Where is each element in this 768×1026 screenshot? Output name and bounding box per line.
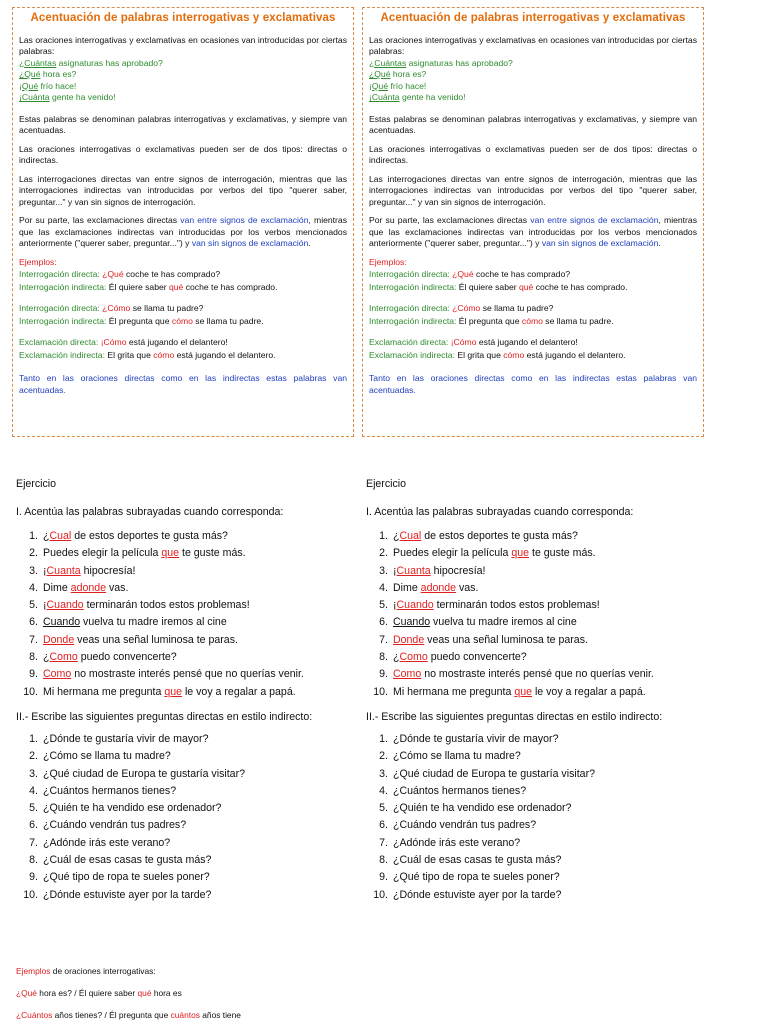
ejemplos-label: Ejemplos: (19, 256, 57, 267)
example-pair: Exclamación directa: ¡Cómo está jugando el delantero! Exclamación indirecta: El grita que cómo está jugando el delantero. (19, 337, 276, 360)
question-item (16, 731, 356, 748)
question-item (366, 869, 706, 886)
question-item (366, 852, 706, 869)
footer-label-row: Ejemplos de oraciones interrogativas: (16, 966, 156, 976)
item-text: ¿Adónde irás este verano? (393, 836, 521, 849)
underlined-word: Donde (43, 633, 75, 646)
underlined-word: Cuando (396, 599, 434, 612)
item-text: Mi hermana me pregunta que le voy a regalar a papá. (43, 685, 296, 698)
item-number: 1. (379, 732, 388, 745)
exercise-item (16, 563, 356, 580)
item-number: 5. (379, 599, 388, 612)
item-text: Donde veas una señal luminosa te paras. (393, 633, 588, 646)
intro-example: ¡Qué frío hace! (369, 80, 427, 91)
item-text: Cuando vuelva tu madre iremos al cine (43, 616, 227, 629)
item-number: 2. (29, 750, 38, 763)
example-pair: Interrogación directa: ¿Qué coche te has comprado? Interrogación indirecta: Él quiere saber qué coche te has comprado. (19, 269, 278, 292)
underlined-word: Cual (399, 530, 422, 542)
item-text: ¿Qué ciudad de Europa te gustaría visitar? (43, 767, 245, 780)
item-text: ¿Cuándo vendrán tus padres? (393, 819, 537, 832)
section1-title: I. Acentúa las palabras subrayadas cuando corresponda: (366, 506, 634, 518)
exercise-item (366, 666, 706, 683)
question-item (16, 835, 356, 852)
item-text: ¿Como puedo convencerte? (393, 651, 527, 664)
item-text: ¡Cuanta hipocresía! (393, 564, 486, 577)
item-text: Como no mostraste interés pensé que no querías venir. (393, 668, 654, 681)
item-number: 7. (29, 633, 38, 646)
footer-example-1: ¿Qué hora es? / Él quiere saber qué hora es (16, 988, 182, 998)
item-number: 10. (373, 685, 388, 698)
example-pair: Interrogación directa: ¿Cómo se llama tu padre? Interrogación indirecta: Él pregunta que cómo se llama tu padre. (19, 303, 264, 326)
underlined-word: Cuanta (46, 564, 81, 577)
item-number: 6. (379, 616, 388, 629)
item-text: ¿Cuál de esas casas te gusta más? (43, 854, 212, 867)
intro-example: ¿Qué hora es? (19, 69, 77, 79)
item-number: 3. (379, 767, 388, 780)
item-text: ¿Cual de estos deportes te gusta más? (393, 530, 578, 542)
item-number: 8. (379, 651, 388, 664)
underlined-word: adonde (70, 581, 107, 594)
item-text: Como no mostraste interés pensé que no querías venir. (43, 668, 304, 681)
item-text: ¡Cuando terminarán todos estos problemas! (43, 599, 250, 612)
item-number: 8. (29, 651, 38, 664)
paragraph-interrogaciones: Las interrogaciones directas van entre signos de interrogación, mientras que las interrogaciones indirectas van introducidas por verbos del tipo "querer saber, preguntar..." y van sin signos de interrogación. (19, 173, 347, 207)
item-number: 1. (29, 530, 38, 542)
item-text: ¿Qué ciudad de Europa te gustaría visitar? (393, 767, 595, 780)
item-number: 1. (379, 530, 388, 542)
intro-example: ¡Cuánta gente ha venido! (19, 92, 116, 102)
exercise-section (16, 478, 356, 904)
example-pair: Interrogación directa: ¿Qué coche te has comprado? Interrogación indirecta: Él quiere saber qué coche te has comprado. (369, 269, 628, 292)
item-text: ¿Cuántos hermanos tienes? (43, 784, 177, 797)
closing-paragraph: Tanto en las oraciones directas como en las indirectas estas palabras van acentuadas. (369, 373, 697, 395)
question-item (366, 783, 706, 800)
paragraph-denominan: Estas palabras se denominan palabras interrogativas y exclamativas, y siempre van acentuadas. (19, 113, 347, 135)
underlined-word: Como (49, 651, 78, 664)
exercise-heading: Ejercicio (366, 478, 407, 490)
item-text: ¿Cuándo vendrán tus padres? (43, 819, 187, 832)
item-number: 2. (379, 547, 388, 560)
exercise-section (366, 478, 706, 904)
exercise-item (16, 632, 356, 649)
question-item (16, 800, 356, 817)
paragraph-tipos: Las oraciones interrogativas o exclamativas pueden ser de dos tipos: directas o indirectas. (369, 143, 697, 165)
item-text: Dime adonde vas. (43, 581, 129, 594)
underlined-word: Donde (393, 633, 425, 646)
item-number: 5. (29, 802, 38, 815)
item-number: 8. (379, 854, 388, 867)
item-text: ¿Quién te ha vendido ese ordenador? (393, 802, 572, 815)
box-title: Acentuación de palabras interrogativas y exclamativas (380, 12, 686, 24)
underlined-word: Cuando (393, 616, 431, 629)
exercise-item (16, 545, 356, 562)
item-number: 7. (29, 836, 38, 849)
underlined-word: adonde (420, 581, 457, 594)
paragraph-exclamaciones: Por su parte, las exclamaciones directas van entre signos de exclamación, mientras que las exclamaciones indirectas van introducidas por los verbos mencionados anteriormente ("querer saber, preguntar...") y van sin signos de exclamación. (19, 215, 347, 248)
intro-example: ¡Qué frío hace! (19, 80, 77, 91)
item-number: 4. (29, 784, 38, 797)
underlined-word: Como (393, 668, 422, 681)
exercise-item (366, 545, 706, 562)
exercise-item (16, 614, 356, 631)
item-text: ¿Cómo se llama tu madre? (43, 750, 171, 763)
item-number: 10. (23, 888, 38, 901)
underlined-word: que (511, 547, 530, 560)
item-text: ¿Cuántos hermanos tienes? (393, 784, 527, 797)
section1-list (16, 528, 356, 701)
item-number: 10. (23, 685, 38, 698)
item-text: ¿Quién te ha vendido ese ordenador? (43, 802, 222, 815)
exercise-item (366, 649, 706, 666)
exercise-item (366, 614, 706, 631)
item-text: ¿Cuál de esas casas te gusta más? (393, 854, 562, 867)
item-number: 3. (379, 564, 388, 577)
underlined-word: que (164, 685, 182, 698)
item-number: 9. (29, 871, 38, 884)
exercise-item (366, 580, 706, 597)
question-item (16, 869, 356, 886)
exercise-item (16, 649, 356, 666)
intro-example: ¿Cuántas asignaturas has aprobado? (19, 57, 163, 68)
item-number: 6. (379, 819, 388, 832)
underlined-word: Cuando (46, 599, 84, 612)
item-number: 4. (379, 784, 388, 797)
exercise-item (16, 666, 356, 683)
theory-box (362, 7, 704, 437)
item-text: Puedes elegir la película que te guste más. (43, 547, 246, 560)
item-text: Mi hermana me pregunta que le voy a regalar a papá. (393, 685, 646, 698)
item-text: Puedes elegir la película que te guste más. (393, 547, 596, 560)
underlined-word: Cuanta (396, 564, 431, 577)
question-item (366, 731, 706, 748)
question-item (366, 887, 706, 904)
intro-text: Las oraciones interrogativas y exclamativas en ocasiones van introducidas por ciertas palabras: (369, 34, 697, 56)
theory-box (12, 7, 354, 437)
question-item (16, 887, 356, 904)
underlined-word: Cuando (43, 616, 81, 629)
section1-list (366, 528, 706, 701)
question-item (16, 817, 356, 834)
underlined-word: que (514, 685, 532, 698)
question-item (16, 783, 356, 800)
item-number: 4. (29, 581, 38, 594)
question-item (16, 766, 356, 783)
item-number: 10. (373, 888, 388, 901)
item-text: ¡Cuando terminarán todos estos problemas! (393, 599, 600, 612)
exercise-item (366, 563, 706, 580)
question-item (16, 748, 356, 765)
item-text: ¡Cuanta hipocresía! (43, 564, 136, 577)
item-number: 6. (29, 616, 38, 629)
item-number: 9. (379, 668, 388, 681)
item-text: ¿Qué tipo de ropa te sueles poner? (43, 871, 210, 884)
ejemplos-label: Ejemplos: (369, 256, 407, 267)
exercise-item (16, 580, 356, 597)
paragraph-interrogaciones: Las interrogaciones directas van entre signos de interrogación, mientras que las interrogaciones indirectas van introducidas por verbos del tipo "querer saber, preguntar..." y van sin signos de interrogación. (369, 173, 697, 207)
item-text: ¿Adónde irás este verano? (43, 836, 171, 849)
item-text: ¿Dónde te gustaría vivir de mayor? (393, 732, 559, 745)
question-item (366, 817, 706, 834)
item-number: 7. (379, 836, 388, 849)
exercise-item (16, 597, 356, 614)
question-item (366, 835, 706, 852)
exercise-item (16, 684, 356, 701)
section2-title: II.- Escribe las siguientes preguntas directas en estilo indirecto: (366, 710, 663, 723)
underlined-word: Cual (49, 530, 72, 542)
footer-example-2: ¿Cuántos años tienes? / Él pregunta que cuántos años tiene (16, 1010, 241, 1020)
intro-text: Las oraciones interrogativas y exclamativas en ocasiones van introducidas por ciertas palabras: (19, 34, 347, 56)
underlined-word: Como (399, 651, 428, 664)
intro-paragraph (369, 35, 697, 104)
section1-title: I. Acentúa las palabras subrayadas cuando corresponda: (16, 506, 284, 518)
item-text: Dime adonde vas. (393, 581, 479, 594)
item-number: 5. (379, 802, 388, 815)
item-number: 3. (29, 564, 38, 577)
question-item (366, 748, 706, 765)
intro-example: ¿Qué hora es? (369, 69, 427, 79)
item-number: 1. (29, 732, 38, 745)
question-item (16, 852, 356, 869)
exercise-item (366, 597, 706, 614)
item-number: 6. (29, 819, 38, 832)
closing-paragraph: Tanto en las oraciones directas como en las indirectas estas palabras van acentuadas. (19, 373, 347, 395)
item-text: ¿Dónde estuviste ayer por la tarde? (393, 888, 562, 901)
exercise-heading: Ejercicio (16, 478, 57, 490)
box-title: Acentuación de palabras interrogativas y exclamativas (30, 12, 336, 24)
item-number: 2. (379, 750, 388, 763)
section2-list (16, 731, 356, 904)
question-item (366, 800, 706, 817)
item-text: Donde veas una señal luminosa te paras. (43, 633, 238, 646)
intro-example: ¡Cuánta gente ha venido! (369, 92, 466, 102)
item-text: ¿Cómo se llama tu madre? (393, 750, 521, 763)
item-number: 9. (379, 871, 388, 884)
section2-title: II.- Escribe las siguientes preguntas directas en estilo indirecto: (16, 710, 313, 723)
example-pair: Interrogación directa: ¿Cómo se llama tu padre? Interrogación indirecta: Él pregunta que cómo se llama tu padre. (369, 303, 614, 326)
item-number: 5. (29, 599, 38, 612)
underlined-word: que (161, 547, 180, 560)
item-number: 3. (29, 767, 38, 780)
question-item (366, 766, 706, 783)
section2-list (366, 731, 706, 904)
item-text: ¿Cual de estos deportes te gusta más? (43, 530, 228, 542)
exercise-item (366, 632, 706, 649)
paragraph-denominan: Estas palabras se denominan palabras interrogativas y exclamativas, y siempre van acentuadas. (369, 113, 697, 135)
item-number: 9. (29, 668, 38, 681)
item-number: 2. (29, 547, 38, 560)
underlined-word: Como (43, 668, 72, 681)
paragraph-exclamaciones: Por su parte, las exclamaciones directas van entre signos de exclamación, mientras que las exclamaciones indirectas van introducidas por los verbos mencionados anteriormente ("querer saber, preguntar...") y van sin signos de exclamación. (369, 215, 697, 248)
item-text: ¿Como puedo convencerte? (43, 651, 177, 664)
exercise-item (16, 528, 356, 545)
item-text: ¿Dónde te gustaría vivir de mayor? (43, 732, 209, 745)
exercise-item (366, 528, 706, 545)
item-number: 7. (379, 633, 388, 646)
paragraph-tipos: Las oraciones interrogativas o exclamativas pueden ser de dos tipos: directas o indirectas. (19, 143, 347, 165)
exercise-item (366, 684, 706, 701)
footer-examples (16, 960, 241, 1026)
item-text: ¿Dónde estuviste ayer por la tarde? (43, 888, 212, 901)
intro-example: ¿Cuántas asignaturas has aprobado? (369, 57, 513, 68)
item-text: Cuando vuelva tu madre iremos al cine (393, 616, 577, 629)
intro-paragraph (19, 35, 347, 104)
item-text: ¿Qué tipo de ropa te sueles poner? (393, 871, 560, 884)
item-number: 4. (379, 581, 388, 594)
item-number: 8. (29, 854, 38, 867)
example-pair: Exclamación directa: ¡Cómo está jugando el delantero! Exclamación indirecta: El grita que cómo está jugando el delantero. (369, 337, 626, 360)
